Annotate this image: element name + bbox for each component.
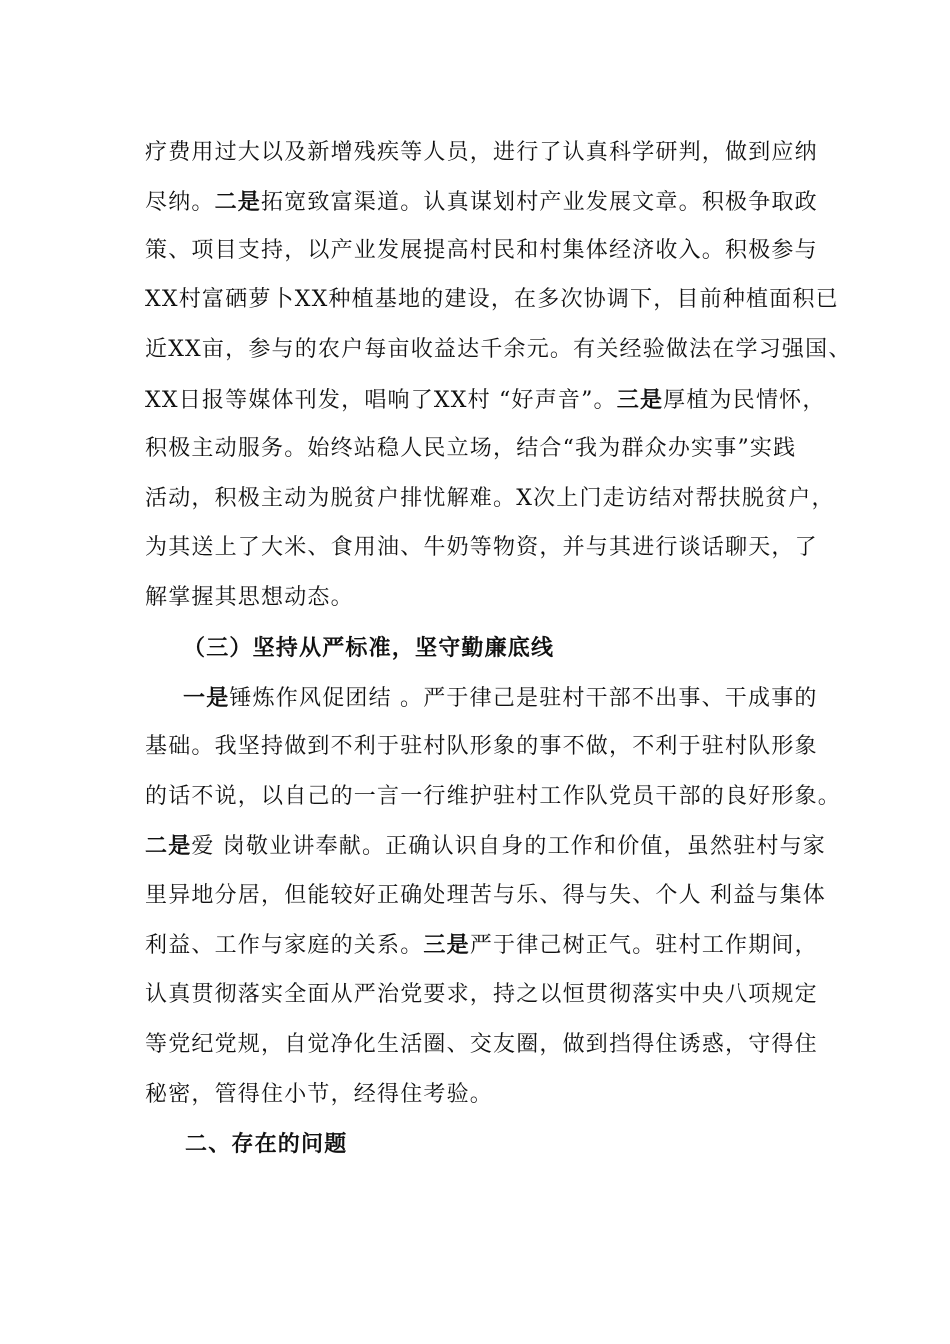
text-run: 利益、工作与家庭的关系。 [145,933,424,958]
text-run: XX日报等媒体刊发，唱响了XX村 “好声音”。 [145,388,617,413]
text-run: 疗费用过大以及新增残疾等人员，进行了认真科学研判，做到应纳 [145,140,818,165]
heading-text: （三）坚持从严标准，坚守勤廉底线 [183,635,555,661]
paragraph-line [145,881,826,911]
text-run: 活动，积极主动为脱贫户排忧解难。X次上门走访结对帮扶脱贫户， [145,486,835,511]
heading-text: 二、存在的问题 [185,1131,348,1157]
text-run: XX村富硒萝卜XX种植基地的建设，在多次协调下，目前种植面积已 [145,287,839,312]
paragraph-line [145,1030,818,1060]
text-run: 解掌握其思想动态。 [145,585,354,610]
paragraph-line [145,187,818,218]
bold-lead: 一是 [183,685,230,711]
paragraph-line [145,533,818,563]
paragraph-line [145,583,815,613]
paragraph-line [145,732,818,762]
bold-lead: 三是 [423,932,470,958]
bold-lead: 三是 [616,387,664,413]
text-run: 锤炼作风促团结 。严于律己是驻村干部不出事、干成事的 [229,686,818,711]
paragraph-line [145,831,827,862]
text-run: 策、项目支持，以产业发展提高村民和村集体经济收入。积极参与 [145,238,818,263]
paragraph-line [145,782,842,812]
paragraph-line [145,138,818,168]
text-run: 里异地分居，但能较好正确处理苦与乐、得与失、个人 利益与集体 [145,883,826,908]
text-run: 严于律己树正气。驻村工作期间， [469,933,818,958]
bold-lead: 二是 [214,189,262,215]
section-heading-3 [183,633,853,663]
text-run: 爱 岗敬业讲奉献。正确认识自身的工作和价值，虽然驻村与家 [191,834,827,859]
paragraph-line [183,683,853,714]
text-run: 厚植为民情怀， [663,388,826,413]
section-heading-2 [185,1129,855,1159]
text-run: 近XX亩，参与的农户每亩收益达千余元。有关经验做法在学习强国、 [145,337,852,362]
text-run: 拓宽致富渠道。认真谋划村产业发展文章。积极争取政 [261,190,818,215]
text-run: 等党纪党规，自觉净化生活圈、交友圈，做到挡得住诱惑，守得住 [145,1032,818,1057]
paragraph-line [145,484,835,514]
paragraph-line [145,285,839,315]
text-run: 秘密，管得住小节，经得住考验。 [145,1082,494,1107]
paragraph-line [145,236,818,266]
text-run: 的话不说，以自己的一言一行维护驻村工作队党员干部的良好形象。 [145,784,842,809]
paragraph-line [145,385,826,416]
paragraph-line [145,335,852,365]
paragraph-line [145,980,818,1010]
text-run: 积极主动服务。始终站稳人民立场，结合“我为群众办实事”实践 [145,436,797,461]
text-run: 认真贯彻落实全面从严治党要求，持之以恒贯彻落实中央八项规定 [145,982,818,1007]
paragraph-line [145,1080,815,1110]
paragraph-line [145,434,815,464]
text-run: 为其送上了大米、食用油、牛奶等物资，并与其进行谈话聊天，了 [145,535,818,560]
bold-lead: 二是 [145,833,192,859]
text-run: 尽纳。 [145,190,215,215]
paragraph-line [145,930,818,961]
text-run: 基础。我坚持做到不利于驻村队形象的事不做，不利于驻村队形象 [145,734,818,759]
